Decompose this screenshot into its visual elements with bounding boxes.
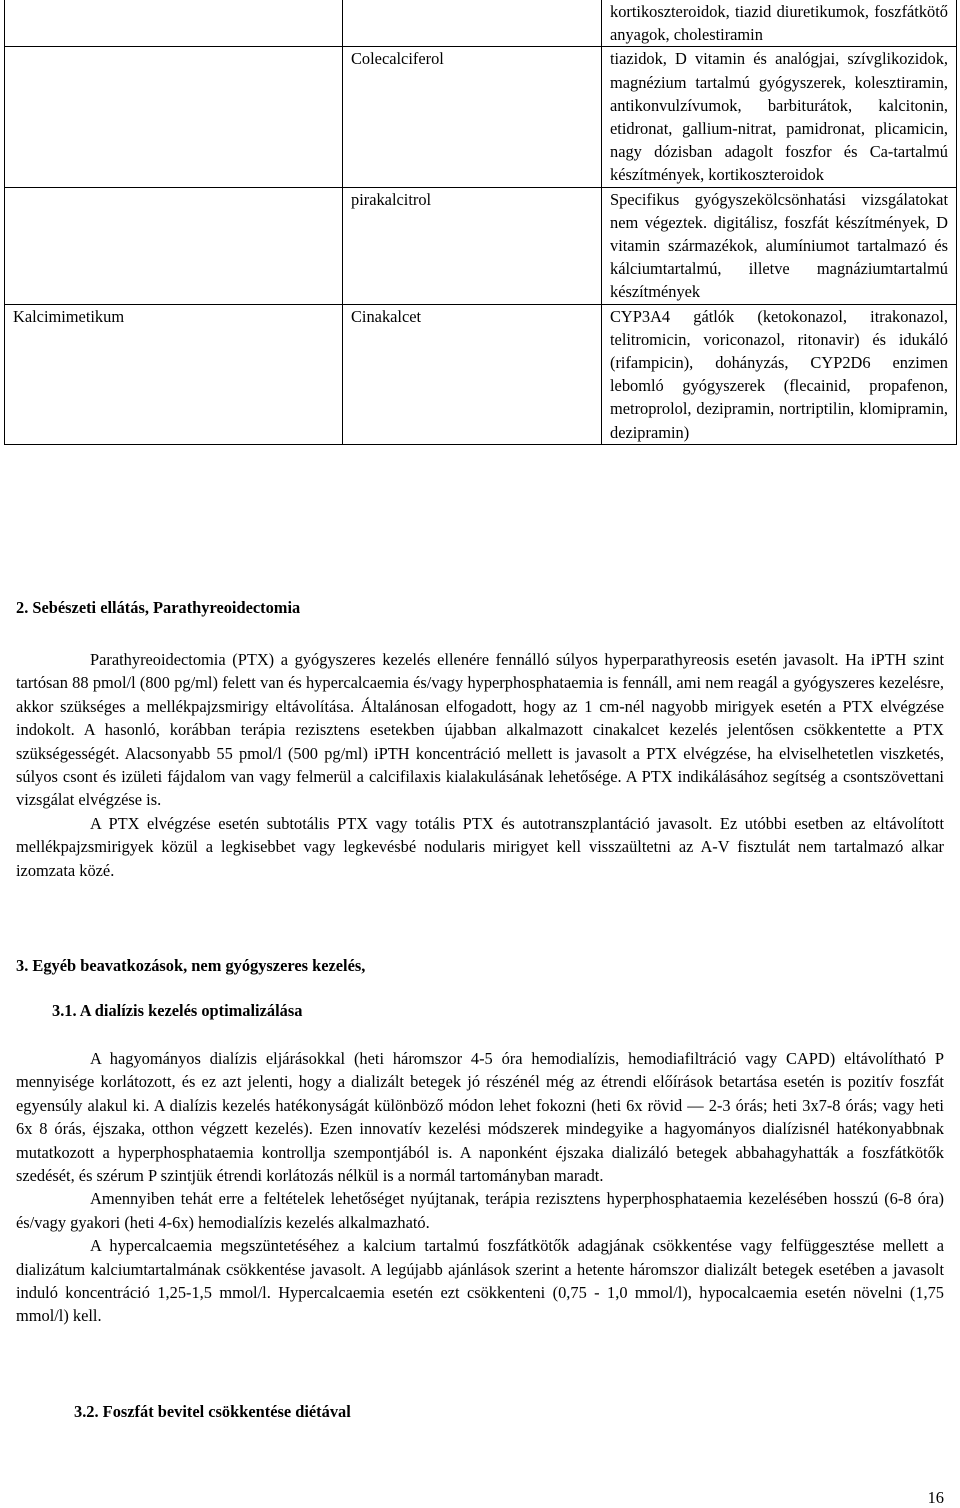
table-row <box>5 304 957 444</box>
cell-group <box>5 187 343 304</box>
cell-group <box>5 0 343 47</box>
cell-group: Kalcimimetikum <box>5 304 343 444</box>
section-2-body <box>16 648 944 882</box>
section-2-paragraph-1: Parathyreoidectomia (PTX) a gyógyszeres kezelés ellenére fennálló súlyos hyperparathyreosis esetén javasolt. Ha iPTH szint tartósan 88 pmol/l (800 pg/ml) felett van és hypercalcaemia és/vagy hyperphosphataemia is fennáll, ami nem reagál a gyógyszeres kezelésre, akkor szükséges a mellékpajzsmirigy eltávolítása. Általánosan elfogadott, hogy az 1 cm-nél nagyobb mirigyek esetén a PTX elvégzése indokolt. A hasonló, korábban terápia rezisztens esetekben újabban alkalmazott cinakalcet kezelés jelentősen csökkentette a PTX szükségességét. Alacsonyabb 55 pmol/l (500 pg/ml) iPTH koncentráció mellett is javasolt a PTX elvégzése, ha elviselhetetlen viszketés, súlyos csont és izületi fájdalom van vagy felmerül a calcifilaxis kialakulásának lehetősége. A PTX indikálásához segítség a csontszövettani vizsgálat elvégzése is. <box>16 650 944 810</box>
cell-interactions: CYP3A4 gátlók (ketokonazol, itrakonazol, telitromicin, voriconazol, ritonavir) és idukáló (rifampicin), dohányzás, CYP2D6 enzimen lebomló gyógyszerek (flecainid, propafenon, metroprolol, dezipramin, nortriptilin, klomipramin, dezipramin) <box>602 304 957 444</box>
section-3-1-paragraph-1: A hagyományos dialízis eljárásokkal (heti háromszor 4-5 óra hemodialízis, hemodiafiltráció vagy CAPD) eltávolítható P mennyisége korlátozott, és ez azt jelenti, hogy a dializált betegek jó részénél még az étrendi előírások betartása esetén is pozitív foszfát egyensúly alakul ki. A dialízis kezelés hatékonyságát különböző módon lehet fokozni (heti 6x rövid — 2-3 órás; heti 3x7-8 órás; vagy heti 6x 8 órás, éjszaka, otthon végzett kezelés). Ezen innovatív kezelési módszerek mindegyike a hagyományos dialízisnél hatékonyabbnak mutatkozott a hyperphosphataemia kontrollja szempontjából is. A naponként éjszaka dializáló betegek abbahagyhatták a foszfátkötők szedését, és szérum P szintjük étrendi korlátozás nélkül is a normál tartományban maradt. <box>16 1049 944 1186</box>
cell-interactions: Specifikus gyógyszekölcsönhatási vizsgálatokat nem végeztek. digitálisz, foszfát készítmények, D vitamin származékok, alumíniumot tartalmazó és kálciumtartalmú, illetve magnáziumtartalmú készítmények <box>602 187 957 304</box>
section-3-2-heading: 3.2. Foszfát bevitel csökkentése diétával <box>74 1402 351 1421</box>
cell-group <box>5 47 343 187</box>
section-3-1-paragraph-2: Amennyiben tehát erre a feltételek lehetőséget nyújtanak, terápia rezisztens hyperphosphataemia kezelésében hosszú (6-8 óra) és/vagy gyakori (heti 4-6x) hemodialízis kezelés alkalmazható. <box>16 1189 944 1232</box>
section-3-1-heading: 3.1. A dialízis kezelés optimalizálása <box>52 1001 303 1020</box>
drug-interaction-table <box>4 0 957 445</box>
table-row <box>5 187 957 304</box>
section-3-heading: 3. Egyéb beavatkozások, nem gyógyszeres kezelés, <box>16 956 366 975</box>
section-3-1-body <box>16 1047 944 1328</box>
table-row <box>5 0 957 47</box>
cell-drug: pirakalcitrol <box>343 187 602 304</box>
cell-drug: Cinakalcet <box>343 304 602 444</box>
section-2-paragraph-2: A PTX elvégzése esetén subtotális PTX vagy totális PTX és autotranszplantáció javasolt. Ez utóbbi esetben az eltávolított mellékpajzsmirigyek közül a legkisebbet vagy legkevésbé nodularis mirigyet kell visszaültetni az A-V fisztulát nem tartalmazó alkar izomzata közé. <box>16 813 944 880</box>
section-2-heading: 2. Sebészeti ellátás, Parathyreoidectomia <box>16 598 301 617</box>
cell-drug: Colecalciferol <box>343 47 602 187</box>
table-row <box>5 47 957 187</box>
section-3-1-paragraph-3: A hypercalcaemia megszüntetéséhez a kalcium tartalmú foszfátkötők adagjának csökkentése vagy felfüggesztése mellett a dializátum kalciumtartalmának csökkentése javasolt. A legújabb ajánlások szerint a hetente háromszor dializált betegek esetében a javasolt induló koncentráció 1,25-1,5 mmol/l. Hypercalcaemia esetén ezt csökkenteni (0,75 - 1,0 mmol/l), hypocalcaemia esetén növelni (1,75 mmol/l) kell. <box>16 1236 944 1326</box>
page-number: 16 <box>927 1488 944 1507</box>
cell-interactions: tiazidok, D vitamin és analógjai, szívglikozidok, magnézium tartalmú gyógyszerek, kolesztiramin, antikonvulzívumok, barbiturátok, kalcitonin, etidronat, gallium-nitrat, pamidronat, plicamicin, nagy dózisban adagolt foszfor és Ca-tartalmú készítmények, kortikoszteroidok <box>602 47 957 187</box>
cell-drug <box>343 0 602 47</box>
cell-interactions: kortikoszteroidok, tiazid diuretikumok, foszfátkötő anyagok, cholestiramin <box>602 0 957 47</box>
